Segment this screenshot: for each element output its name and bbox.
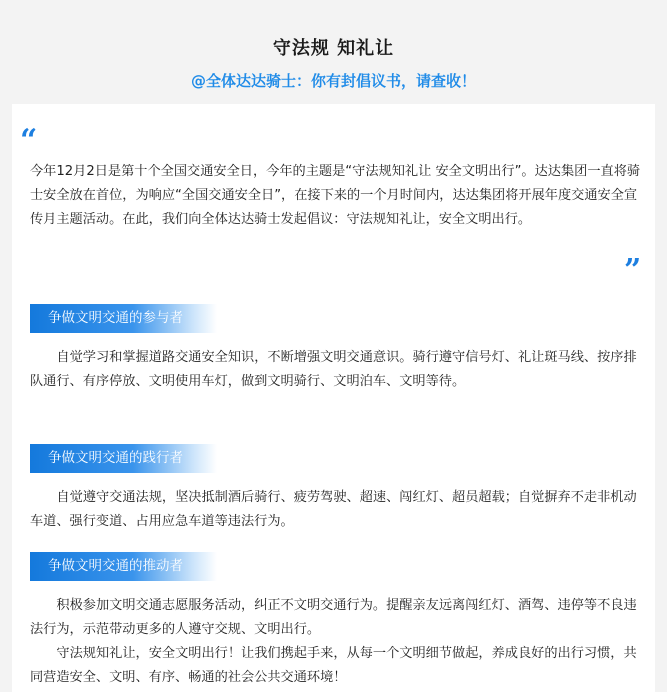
section-paragraph: 守法规知礼让，安全文明出行！让我们携起手来，从每一个文明细节做起，养成良好的出行习惯，共同营造安全、文明、有序、畅通的社会公共交通环境！ — [30, 646, 637, 685]
section-paragraph: 积极参加文明交通志愿服务活动，纠正不文明交通行为。提醒亲友远离闯红灯、酒驾、违停等不良违法行为，示范带动更多的人遵守交规、文明出行。 — [30, 598, 637, 637]
page-subtitle: @全体达达骑士：你有封倡议书，请查收！ — [190, 72, 476, 90]
section-paragraph: 自觉学习和掌握道路交通安全知识，不断增强文明交通意识。骑行遵守信号灯、礼让斑马线、按序排队通行、有序停放、文明使用车灯，做到文明骑行、文明泊车、文明等待。 — [30, 350, 637, 389]
section-heading-promoter: 争做文明交通的推动者 — [30, 552, 217, 581]
section-body-practitioner — [30, 486, 642, 534]
section-body-participant — [30, 346, 642, 394]
section-heading-participant: 争做文明交通的参与者 — [30, 304, 217, 333]
open-quote-icon: “ — [20, 123, 38, 158]
section-body-promoter — [30, 594, 642, 690]
section-heading-practitioner: 争做文明交通的践行者 — [30, 444, 217, 473]
page-title: 守法规 知礼让 — [272, 38, 395, 59]
proposal-card — [12, 104, 655, 692]
intro-paragraph: 今年12月2日是第十个全国交通安全日，今年的主题是“守法规知礼让 安全文明出行”。达达集团一直将骑士安全放在首位，为响应“全国交通安全日”，在接下来的一个月时间内，达达集团将开展年度交通安全宣传月主题活动。在此，我们向全体达达骑士发起倡议：守法规知礼让，安全文明出行。 — [30, 164, 641, 227]
close-quote-icon: ” — [624, 253, 642, 288]
section-paragraph: 自觉遵守交通法规，坚决抵制酒后骑行、疲劳驾驶、超速、闯红灯、超员超载；自觉摒弃不走非机动车道、强行变道、占用应急车道等违法行为。 — [30, 490, 637, 529]
